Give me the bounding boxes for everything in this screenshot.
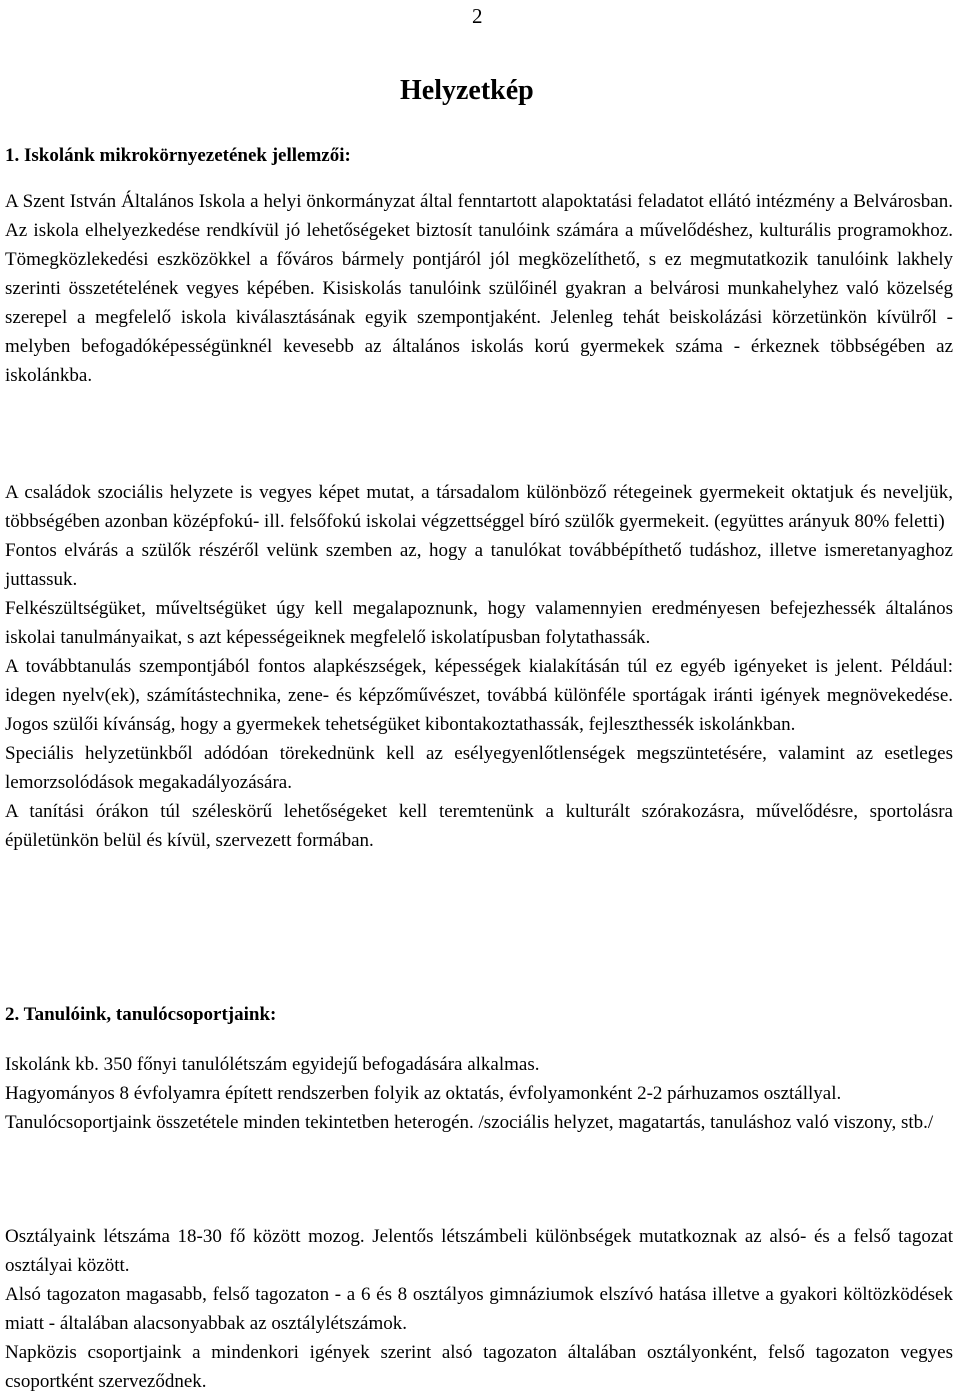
paragraph: Iskolánk kb. 350 főnyi tanulólétszám egyidejű befogadására alkalmas. [5,1054,540,1075]
section-1-body [5,478,953,855]
paragraph: Fontos elvárás a szülők részéről velünk szemben az, hogy a tanulókat továbbépíthető tudáshoz, illetve ismeretanyaghoz juttassuk. [5,540,953,590]
paragraph: Alsó tagozaton magasabb, felső tagozaton - a 6 és 8 osztályos gimnáziumok elszívó hatása illetve a gyakori költözködések miatt - általában alacsonyabbak az osztálylétszámok. [5,1284,953,1334]
page-title: Helyzetkép [400,75,534,106]
paragraph: A tanítási órákon túl széleskörű lehetőségeket kell teremtenünk a kulturált szórakozásra, művelődésre, sportolásra épületünkön belül és kívül, szervezett formában. [5,801,953,851]
page-number: 2 [472,4,483,28]
paragraph: A Szent István Általános Iskola a helyi önkormányzat által fenntartott alapoktatási feladatot ellátó intézmény a Belvárosban. Az iskola elhelyezkedése rendkívül jó lehetőségeket biztosít tanulóink számára a művelődéshez, kulturális programokhoz. Tömegközlekedési eszközökkel a főváros bármely pontjáról jól megközelíthető, s ez megmutatkozik tanulóink lakhely szerinti összetételének vegyes képében. Kisiskolás tanulóink szülőinél gyakran a belvárosi munkahelyhez való közelség szerepel a megfelelő iskola kiválasztásának egyik szempontjaként. Jelenleg tehát beiskolázási körzetünkön kívülről - melyben befogadóképességünknél kevesebb az általános iskolás korú gyermekek száma - érkeznek többségében az iskolánkba. [5,191,953,386]
section-2-body-b [5,1222,953,1396]
paragraph: A továbbtanulás szempontjából fontos alapkészségek, képességek kialakításán túl ez egyéb igényeket is jelent. Például: idegen nyelv(ek), számítástechnika, zene- és képzőművészet, továbbá különféle sportágak iránti igények megnövekedése. Jogos szülői kívánság, hogy a gyermekek tehetségüket kibontakoztathassák, fejleszthessék iskolánkban. [5,656,953,735]
section-2-heading: 2. Tanulóink, tanulócsoportjaink: [5,1004,277,1025]
paragraph: Napközis csoportjaink a mindenkori igények szerint alsó tagozaton általában osztályonként, felső tagozaton vegyes csoportként szerveződnek. [5,1342,953,1392]
section-1-heading: 1. Iskolánk mikrokörnyezetének jellemzői: [5,145,351,166]
paragraph: Hagyományos 8 évfolyamra épített rendszerben folyik az oktatás, évfolyamonként 2-2 párhuzamos osztállyal. [5,1083,842,1104]
paragraph: Felkészültségüket, műveltségüket úgy kell megalapoznunk, hogy valamennyien eredményesen befejezhessék általános iskolai tanulmányaikat, s azt képességeiknek megfelelő iskolatípusban folytathassák. [5,598,953,648]
paragraph: Osztályaink létszáma 18-30 fő között mozog. Jelentős létszámbeli különbségek mutatkoznak az alsó- és a felső tagozat osztályai között. [5,1226,953,1276]
paragraph: A családok szociális helyzete is vegyes képet mutat, a társadalom különböző rétegeinek gyermekeit oktatjuk és neveljük, többségében azonban középfokú- ill. felsőfokú iskolai végzettséggel bíró szülők gyermekeit. (együttes arányuk 80% feletti) [5,482,953,532]
section-2-body-a [5,1050,953,1137]
paragraph: Tanulócsoportjaink összetétele minden tekintetben heterogén. /szociális helyzet, magatartás, tanuláshoz való viszony, stb./ [5,1112,934,1133]
section-1-paragraph-1 [5,187,953,390]
paragraph: Speciális helyzetünkből adódóan törekednünk kell az esélyegyenlőtlenségek megszüntetésére, valamint az esetleges lemorzsolódások megakadályozására. [5,743,953,793]
